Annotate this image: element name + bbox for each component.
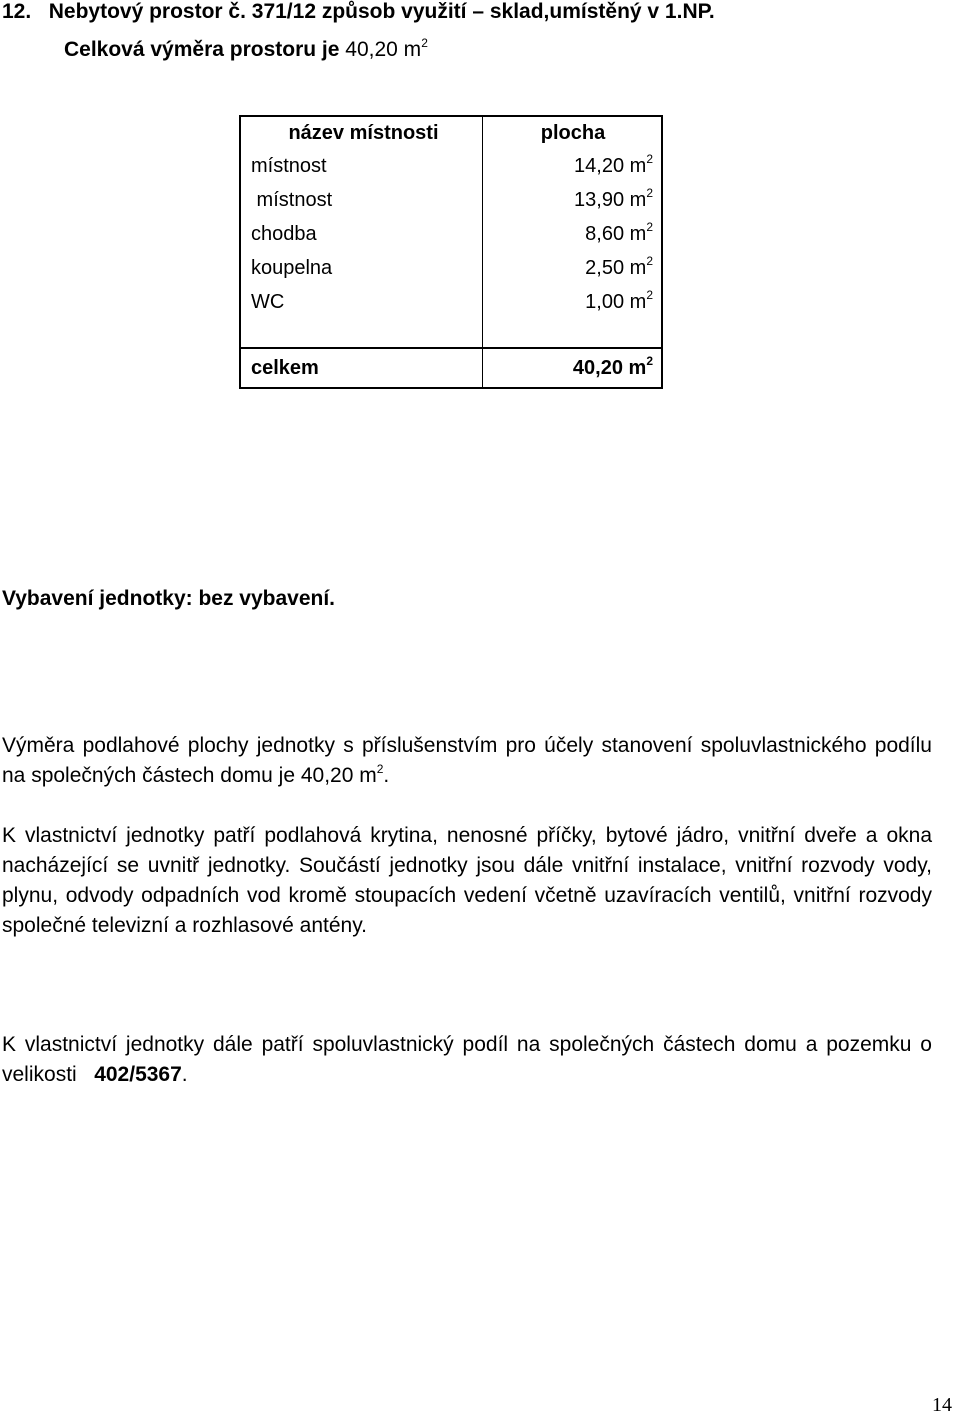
section-number: 12. [2,0,32,23]
table-total-row [240,348,662,388]
room-area: 13,90 $m^2$ [574,185,653,211]
share-paragraph: K vlastnictví jednotky dále patří spoluvlastnický podíl na společných částech domu a pozemku o velikosti 402/5367. [2,1033,938,1086]
table-row [240,183,662,217]
room-area: 8,60 $m^2$ [585,219,653,245]
total-area-label: Celková výměra prostoru je [64,38,340,61]
room-name: místnost [240,183,483,217]
equipment-note: Vybavení jednotky: bez vybavení. [2,587,336,610]
total-area-value: 40,20 m [345,38,422,61]
floor-area-paragraph: Výměra podlahové plochy jednotky s příslušenstvím pro účely stanovení spoluvlastnického podílu na společných částech domu je 40,20 $m^2$. [2,734,932,787]
header-area: plocha [540,121,606,144]
header-room-name: název místnosti [240,116,483,149]
table-row [240,251,662,285]
room-area: 1,00 $m^2$ [585,287,653,313]
section-title: Nebytový prostor č. 371/12 způsob využití – sklad,umístěný v 1.NP. [48,0,715,23]
total-area-sup: 2 [421,36,428,50]
table-row [240,217,662,251]
total-label: celkem [240,348,483,388]
page-number: 14 [932,1394,952,1416]
room-area-table [239,115,663,389]
room-name: koupelna [240,251,483,285]
room-name: chodba [240,217,483,251]
room-name: WC [240,285,483,319]
total-area-line [64,38,428,62]
room-area: 14,20 $m^2$ [574,151,653,177]
table-row [240,285,662,319]
total-area: 40,20 $m^2$ [483,348,663,388]
table-row [240,149,662,183]
table-blank-row [240,319,662,348]
section-heading [2,0,715,24]
table-header-row [240,116,662,149]
ownership-paragraph: K vlastnictví jednotky patří podlahová krytina, nenosné příčky, bytové jádro, vnitřní dveře a okna nacházející se uvnitř jednotky. Součástí jednotky jsou dále vnitřní instalace, vnitřní rozvody vody, plynu, odvody odpadních vod kromě stoupacích vedení včetně uzavíracích ventilů, vnitřní rozvody společné televizní a rozhlasové antény. [2,824,932,937]
room-area: 2,50 $m^2$ [585,253,653,279]
share-value: 402/5367 [94,1063,182,1086]
room-name: místnost [240,149,483,183]
